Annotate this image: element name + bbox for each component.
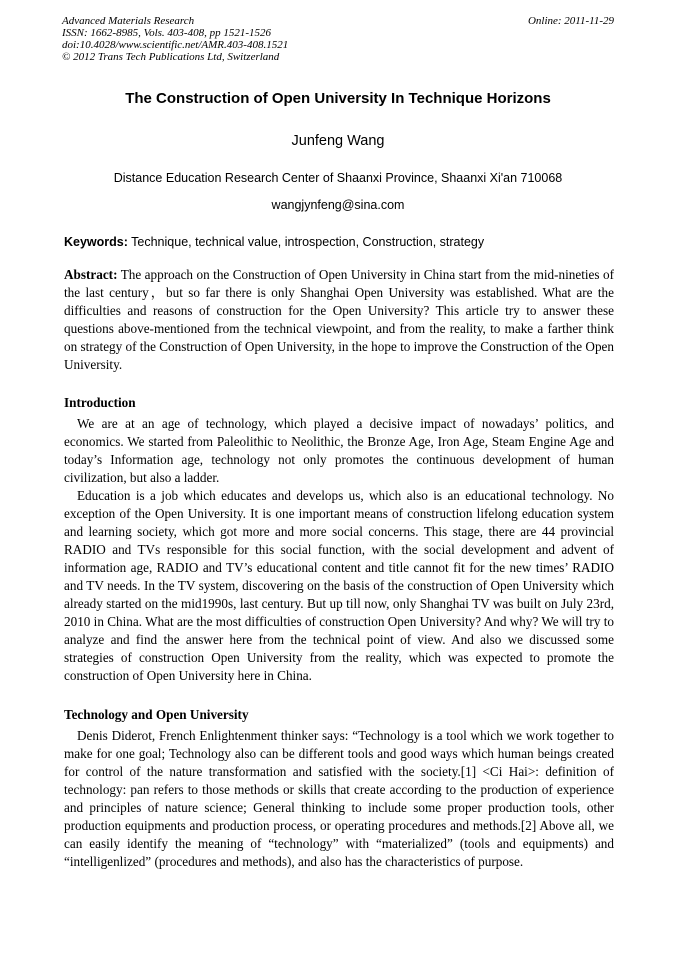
author-affiliation: Distance Education Research Center of Shaanxi Province, Shaanxi Xi'an 710068 (113, 171, 563, 185)
copyright-line: © 2012 Trans Tech Publications Ltd, Switzerland (62, 51, 280, 63)
online-date: Online: 2011-11-29 (527, 15, 614, 27)
section-technology (64, 727, 614, 871)
author-email: wangjynfeng@sina.com (271, 198, 405, 212)
issn-line: ISSN: 1662-8985, Vols. 403-408, pp 1521-1526 (62, 27, 271, 39)
section-introduction (64, 415, 614, 685)
journal-header (62, 15, 614, 63)
abstract (64, 266, 614, 374)
paragraph: We are at an age of technology, which played a decisive impact of nowadays’ politics, and economics. We started from Paleolithic to Neolithic, the Bronze Age, Iron Age, Steam Engine Age and today’s Information age, technology not only promotes the continuous development of human civilization, but also a ladder. (64, 416, 614, 485)
section-heading-technology: Technology and Open University (64, 707, 249, 722)
abstract-text: The approach on the Construction of Open University in China start from the mid-nineties of the last century，but so far there is only Shanghai Open University was established. What are the difficulties and reasons of construction for the Open University? This article try to answer these questions above-mentioned from the technical viewpoint, and from the reality, to make a farther think on strategy of the Construction of Open University, in the hope to improve the Construction of the Open University. (64, 267, 614, 372)
keywords-text: Technique, technical value, introspection, Construction, strategy (127, 235, 485, 249)
section-heading-introduction: Introduction (64, 395, 136, 410)
keywords-label: Keywords: (64, 235, 128, 249)
abstract-label: Abstract: (64, 267, 118, 282)
paragraph: Denis Diderot, French Enlightenment thinker says: “Technology is a tool which we work together to make for one goal; Technology also can be different tools and good ways which human beings created for control of the nature transformation and satisfied with the society.[1] <Ci Hai>: definition of technology: pan refers to those methods or skills that create according to the production of experience and principles of nature science; General thinking to include some proper production tools, other production equipments and production process, or operating procedures and methods.[2] Above all, we can easily identify the meaning of “technology” with “materialized” (tools and equipments) and “intelligenlized” (procedures and methods), and also has the characteristics of purpose. (64, 728, 614, 869)
paragraph: Education is a job which educates and develops us, which also is an educational technology. No exception of the Open University. It is one important means of construction lifelong education system and learning society, which got more and more social concerns. This stage, there are 44 provincial RADIO and TVs responsible for this social function, with the social development and advent of information age, RADIO and TV’s educational content and title cannot fit for the new times’ RADIO and TV needs. In the TV system, discovering on the basis of the construction of Open University which already started on the mid1990s, last century. But up till now, only Shanghai TV was built on July 23rd, 2010 in China. What are the most difficulties of construction Open University? And why? We will try to analyze and find the answer here from the technical point of view. And also we discussed some strategies of construction Open University from the reality, which was expected to promote the construction of Open University here in China. (64, 488, 614, 683)
journal-name: Advanced Materials Research (62, 15, 195, 27)
keywords-line (64, 234, 614, 250)
author-name: Junfeng Wang (291, 133, 385, 149)
doi-line: doi:10.4028/www.scientific.net/AMR.403-408.1521 (62, 39, 289, 51)
paper-title: The Construction of Open University In Technique Horizons (125, 90, 551, 107)
